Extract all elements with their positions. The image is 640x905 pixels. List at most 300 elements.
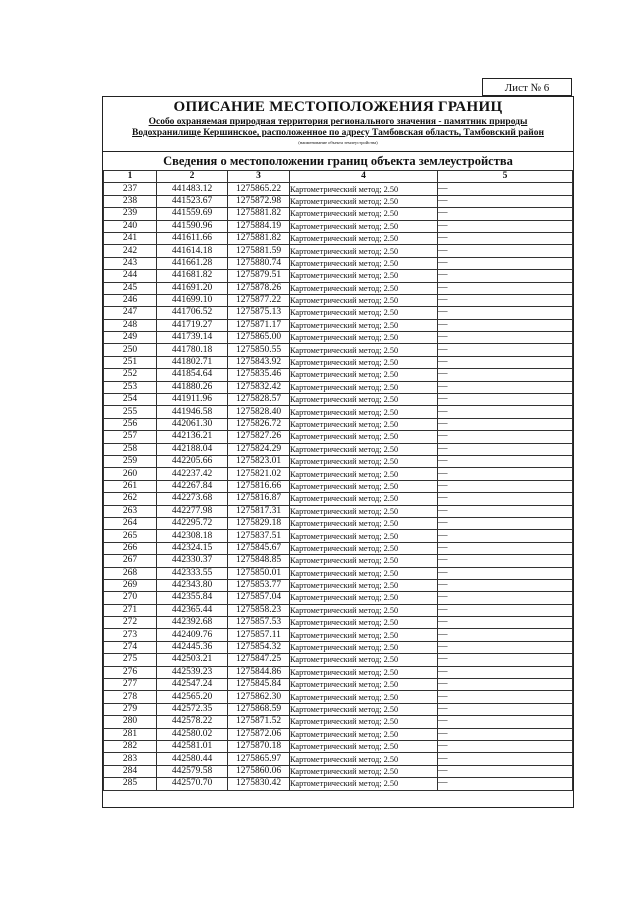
point-number-cell: 283 — [104, 753, 157, 765]
method-accuracy-cell: Картометрический метод; 2.50 — [290, 468, 438, 480]
x-coordinate-cell: 442392.68 — [157, 617, 228, 629]
point-number-cell: 279 — [104, 703, 157, 715]
method-accuracy-cell: Картометрический метод; 2.50 — [290, 592, 438, 604]
table-row — [104, 369, 573, 381]
point-number-cell: 245 — [104, 282, 157, 294]
table-row — [104, 517, 573, 529]
table-row — [104, 555, 573, 567]
description-cell: — — [438, 666, 573, 678]
x-coordinate-cell: 442267.84 — [157, 480, 228, 492]
document-title: ОПИСАНИЕ МЕСТОПОЛОЖЕНИЯ ГРАНИЦ — [173, 99, 503, 115]
table-row — [104, 443, 573, 455]
point-number-cell: 243 — [104, 257, 157, 269]
table-row — [104, 356, 573, 368]
method-accuracy-cell: Картометрический метод; 2.50 — [290, 270, 438, 282]
description-cell: — — [438, 654, 573, 666]
point-number-cell: 259 — [104, 455, 157, 467]
description-cell: — — [438, 356, 573, 368]
x-coordinate-cell: 441559.69 — [157, 208, 228, 220]
table-row — [104, 505, 573, 517]
method-accuracy-cell: Картометрический метод; 2.50 — [290, 344, 438, 356]
description-cell: — — [438, 679, 573, 691]
y-coordinate-cell: 1275845.67 — [228, 542, 290, 554]
x-coordinate-cell: 442188.04 — [157, 443, 228, 455]
description-cell: — — [438, 381, 573, 393]
document-frame — [102, 96, 574, 808]
method-accuracy-cell: Картометрический метод; 2.50 — [290, 394, 438, 406]
header-divider — [103, 151, 573, 152]
x-coordinate-cell: 442547.24 — [157, 679, 228, 691]
description-cell: — — [438, 294, 573, 306]
y-coordinate-cell: 1275848.85 — [228, 555, 290, 567]
x-coordinate-cell: 442136.21 — [157, 431, 228, 443]
description-cell: — — [438, 617, 573, 629]
boundary-coordinates-table — [103, 170, 573, 791]
table-row — [104, 332, 573, 344]
x-coordinate-cell: 442343.80 — [157, 579, 228, 591]
point-number-cell: 257 — [104, 431, 157, 443]
x-coordinate-cell: 441523.67 — [157, 195, 228, 207]
method-accuracy-cell: Картометрический метод; 2.50 — [290, 654, 438, 666]
method-accuracy-cell: Картометрический метод; 2.50 — [290, 443, 438, 455]
point-number-cell: 252 — [104, 369, 157, 381]
description-cell: — — [438, 728, 573, 740]
description-cell: — — [438, 629, 573, 641]
table-row — [104, 716, 573, 728]
x-coordinate-cell: 442365.44 — [157, 604, 228, 616]
method-accuracy-cell: Картометрический метод; 2.50 — [290, 530, 438, 542]
table-header-row — [104, 171, 573, 183]
x-coordinate-cell: 442355.84 — [157, 592, 228, 604]
table-row — [104, 270, 573, 282]
description-cell: — — [438, 319, 573, 331]
method-accuracy-cell: Картометрический метод; 2.50 — [290, 245, 438, 257]
method-accuracy-cell: Картометрический метод; 2.50 — [290, 778, 438, 790]
description-cell: — — [438, 517, 573, 529]
description-cell: — — [438, 344, 573, 356]
point-number-cell: 285 — [104, 778, 157, 790]
y-coordinate-cell: 1275816.87 — [228, 493, 290, 505]
point-number-cell: 237 — [104, 183, 157, 195]
table-row — [104, 257, 573, 269]
table-row — [104, 220, 573, 232]
x-coordinate-cell: 442539.23 — [157, 666, 228, 678]
y-coordinate-cell: 1275824.29 — [228, 443, 290, 455]
table-body — [104, 183, 573, 790]
table-row — [104, 617, 573, 629]
x-coordinate-cell: 441880.26 — [157, 381, 228, 393]
point-number-cell: 262 — [104, 493, 157, 505]
x-coordinate-cell: 442581.01 — [157, 740, 228, 752]
x-coordinate-cell: 442503.21 — [157, 654, 228, 666]
method-accuracy-cell: Картометрический метод; 2.50 — [290, 679, 438, 691]
y-coordinate-cell: 1275868.59 — [228, 703, 290, 715]
method-accuracy-cell: Картометрический метод; 2.50 — [290, 455, 438, 467]
y-coordinate-cell: 1275877.22 — [228, 294, 290, 306]
y-coordinate-cell: 1275829.18 — [228, 517, 290, 529]
y-coordinate-cell: 1275845.84 — [228, 679, 290, 691]
table-row — [104, 195, 573, 207]
y-coordinate-cell: 1275830.42 — [228, 778, 290, 790]
table-row — [104, 406, 573, 418]
description-cell: — — [438, 468, 573, 480]
point-number-cell: 264 — [104, 517, 157, 529]
table-row — [104, 530, 573, 542]
y-coordinate-cell: 1275881.82 — [228, 208, 290, 220]
table-row — [104, 480, 573, 492]
description-cell: — — [438, 493, 573, 505]
method-accuracy-cell: Картометрический метод; 2.50 — [290, 666, 438, 678]
column-header-1: 1 — [104, 171, 157, 183]
point-number-cell: 239 — [104, 208, 157, 220]
table-row — [104, 604, 573, 616]
y-coordinate-cell: 1275860.06 — [228, 765, 290, 777]
description-cell: — — [438, 270, 573, 282]
table-row — [104, 468, 573, 480]
method-accuracy-cell: Картометрический метод; 2.50 — [290, 579, 438, 591]
table-row — [104, 307, 573, 319]
point-number-cell: 277 — [104, 679, 157, 691]
x-coordinate-cell: 442409.76 — [157, 629, 228, 641]
method-accuracy-cell: Картометрический метод; 2.50 — [290, 617, 438, 629]
description-cell: — — [438, 183, 573, 195]
x-coordinate-cell: 441719.27 — [157, 319, 228, 331]
method-accuracy-cell: Картометрический метод; 2.50 — [290, 208, 438, 220]
y-coordinate-cell: 1275850.01 — [228, 567, 290, 579]
point-number-cell: 269 — [104, 579, 157, 591]
table-row — [104, 381, 573, 393]
table-row — [104, 753, 573, 765]
method-accuracy-cell: Картометрический метод; 2.50 — [290, 765, 438, 777]
point-number-cell: 253 — [104, 381, 157, 393]
y-coordinate-cell: 1275858.23 — [228, 604, 290, 616]
x-coordinate-cell: 441661.28 — [157, 257, 228, 269]
sheet-number-label: Лист № 6 — [482, 78, 572, 96]
y-coordinate-cell: 1275847.25 — [228, 654, 290, 666]
y-coordinate-cell: 1275827.26 — [228, 431, 290, 443]
method-accuracy-cell: Картометрический метод; 2.50 — [290, 604, 438, 616]
description-cell: — — [438, 703, 573, 715]
y-coordinate-cell: 1275837.51 — [228, 530, 290, 542]
x-coordinate-cell: 442273.68 — [157, 493, 228, 505]
y-coordinate-cell: 1275854.32 — [228, 641, 290, 653]
method-accuracy-cell: Картометрический метод; 2.50 — [290, 319, 438, 331]
table-row — [104, 344, 573, 356]
point-number-cell: 250 — [104, 344, 157, 356]
y-coordinate-cell: 1275823.01 — [228, 455, 290, 467]
y-coordinate-cell: 1275816.66 — [228, 480, 290, 492]
table-row — [104, 208, 573, 220]
method-accuracy-cell: Картометрический метод; 2.50 — [290, 716, 438, 728]
method-accuracy-cell: Картометрический метод; 2.50 — [290, 418, 438, 430]
x-coordinate-cell: 441706.52 — [157, 307, 228, 319]
x-coordinate-cell: 442333.55 — [157, 567, 228, 579]
point-number-cell: 273 — [104, 629, 157, 641]
y-coordinate-cell: 1275843.92 — [228, 356, 290, 368]
y-coordinate-cell: 1275865.97 — [228, 753, 290, 765]
x-coordinate-cell: 441854.64 — [157, 369, 228, 381]
point-number-cell: 244 — [104, 270, 157, 282]
description-cell: — — [438, 282, 573, 294]
y-coordinate-cell: 1275835.46 — [228, 369, 290, 381]
point-number-cell: 276 — [104, 666, 157, 678]
method-accuracy-cell: Картометрический метод; 2.50 — [290, 641, 438, 653]
y-coordinate-cell: 1275872.98 — [228, 195, 290, 207]
table-row — [104, 629, 573, 641]
column-header-5: 5 — [438, 171, 573, 183]
x-coordinate-cell: 441780.18 — [157, 344, 228, 356]
point-number-cell: 258 — [104, 443, 157, 455]
point-number-cell: 261 — [104, 480, 157, 492]
x-coordinate-cell: 442330.37 — [157, 555, 228, 567]
description-cell: — — [438, 245, 573, 257]
table-row — [104, 778, 573, 790]
y-coordinate-cell: 1275870.18 — [228, 740, 290, 752]
method-accuracy-cell: Картометрический метод; 2.50 — [290, 691, 438, 703]
table-row — [104, 641, 573, 653]
y-coordinate-cell: 1275875.13 — [228, 307, 290, 319]
section-title: Сведения о местоположении границ объекта землеустройства — [163, 154, 513, 168]
method-accuracy-cell: Картометрический метод; 2.50 — [290, 195, 438, 207]
x-coordinate-cell: 442205.66 — [157, 455, 228, 467]
x-coordinate-cell: 441590.96 — [157, 220, 228, 232]
x-coordinate-cell: 441946.58 — [157, 406, 228, 418]
point-number-cell: 266 — [104, 542, 157, 554]
method-accuracy-cell: Картометрический метод; 2.50 — [290, 753, 438, 765]
method-accuracy-cell: Картометрический метод; 2.50 — [290, 232, 438, 244]
method-accuracy-cell: Картометрический метод; 2.50 — [290, 431, 438, 443]
y-coordinate-cell: 1275817.31 — [228, 505, 290, 517]
point-number-cell: 248 — [104, 319, 157, 331]
description-cell: — — [438, 604, 573, 616]
description-cell: — — [438, 418, 573, 430]
table-row — [104, 431, 573, 443]
x-coordinate-cell: 441911.96 — [157, 394, 228, 406]
point-number-cell: 242 — [104, 245, 157, 257]
point-number-cell: 272 — [104, 617, 157, 629]
description-cell: — — [438, 369, 573, 381]
point-number-cell: 251 — [104, 356, 157, 368]
x-coordinate-cell: 441611.66 — [157, 232, 228, 244]
description-cell: — — [438, 232, 573, 244]
description-cell: — — [438, 592, 573, 604]
table-row — [104, 740, 573, 752]
table-row — [104, 455, 573, 467]
method-accuracy-cell: Картометрический метод; 2.50 — [290, 356, 438, 368]
x-coordinate-cell: 442308.18 — [157, 530, 228, 542]
x-coordinate-cell: 442580.02 — [157, 728, 228, 740]
table-row — [104, 703, 573, 715]
point-number-cell: 255 — [104, 406, 157, 418]
point-number-cell: 267 — [104, 555, 157, 567]
x-coordinate-cell: 442445.36 — [157, 641, 228, 653]
description-cell: — — [438, 505, 573, 517]
description-cell: — — [438, 394, 573, 406]
table-row — [104, 542, 573, 554]
y-coordinate-cell: 1275884.19 — [228, 220, 290, 232]
description-cell: — — [438, 579, 573, 591]
x-coordinate-cell: 442277.98 — [157, 505, 228, 517]
point-number-cell: 246 — [104, 294, 157, 306]
description-cell: — — [438, 307, 573, 319]
x-coordinate-cell: 442579.58 — [157, 765, 228, 777]
table-row — [104, 765, 573, 777]
method-accuracy-cell: Картометрический метод; 2.50 — [290, 542, 438, 554]
y-coordinate-cell: 1275821.02 — [228, 468, 290, 480]
table-row — [104, 232, 573, 244]
point-number-cell: 282 — [104, 740, 157, 752]
method-accuracy-cell: Картометрический метод; 2.50 — [290, 381, 438, 393]
column-header-4: 4 — [290, 171, 438, 183]
object-description-line-2: Водохранилище Кершинское, расположенное по адресу Тамбовская область, Тамбовский район — [132, 128, 544, 138]
x-coordinate-cell: 441699.10 — [157, 294, 228, 306]
table-row — [104, 579, 573, 591]
point-number-cell: 254 — [104, 394, 157, 406]
x-coordinate-cell: 442570.70 — [157, 778, 228, 790]
method-accuracy-cell: Картометрический метод; 2.50 — [290, 332, 438, 344]
description-cell: — — [438, 257, 573, 269]
description-cell: — — [438, 208, 573, 220]
method-accuracy-cell: Картометрический метод; 2.50 — [290, 728, 438, 740]
point-number-cell: 256 — [104, 418, 157, 430]
x-coordinate-cell: 442565.20 — [157, 691, 228, 703]
description-cell: — — [438, 716, 573, 728]
x-coordinate-cell: 441614.18 — [157, 245, 228, 257]
description-cell: — — [438, 542, 573, 554]
method-accuracy-cell: Картометрический метод; 2.50 — [290, 220, 438, 232]
y-coordinate-cell: 1275872.06 — [228, 728, 290, 740]
table-row — [104, 592, 573, 604]
column-header-3: 3 — [228, 171, 290, 183]
method-accuracy-cell: Картометрический метод; 2.50 — [290, 406, 438, 418]
point-number-cell: 268 — [104, 567, 157, 579]
method-accuracy-cell: Картометрический метод; 2.50 — [290, 183, 438, 195]
y-coordinate-cell: 1275828.40 — [228, 406, 290, 418]
x-coordinate-cell: 442580.44 — [157, 753, 228, 765]
table-row — [104, 183, 573, 195]
method-accuracy-cell: Картометрический метод; 2.50 — [290, 555, 438, 567]
description-cell: — — [438, 567, 573, 579]
description-cell: — — [438, 406, 573, 418]
y-coordinate-cell: 1275865.22 — [228, 183, 290, 195]
description-cell: — — [438, 740, 573, 752]
x-coordinate-cell: 442061.30 — [157, 418, 228, 430]
y-coordinate-cell: 1275844.86 — [228, 666, 290, 678]
description-cell: — — [438, 641, 573, 653]
description-cell: — — [438, 220, 573, 232]
y-coordinate-cell: 1275857.53 — [228, 617, 290, 629]
point-number-cell: 278 — [104, 691, 157, 703]
point-number-cell: 263 — [104, 505, 157, 517]
x-coordinate-cell: 442324.15 — [157, 542, 228, 554]
point-number-cell: 270 — [104, 592, 157, 604]
method-accuracy-cell: Картометрический метод; 2.50 — [290, 567, 438, 579]
description-cell: — — [438, 332, 573, 344]
column-header-2: 2 — [157, 171, 228, 183]
method-accuracy-cell: Картометрический метод; 2.50 — [290, 307, 438, 319]
point-number-cell: 249 — [104, 332, 157, 344]
x-coordinate-cell: 441483.12 — [157, 183, 228, 195]
table-row — [104, 394, 573, 406]
description-cell: — — [438, 431, 573, 443]
method-accuracy-cell: Картометрический метод; 2.50 — [290, 629, 438, 641]
description-cell: — — [438, 455, 573, 467]
table-row — [104, 567, 573, 579]
y-coordinate-cell: 1275832.42 — [228, 381, 290, 393]
x-coordinate-cell: 442578.22 — [157, 716, 228, 728]
y-coordinate-cell: 1275879.51 — [228, 270, 290, 282]
y-coordinate-cell: 1275865.00 — [228, 332, 290, 344]
y-coordinate-cell: 1275828.57 — [228, 394, 290, 406]
y-coordinate-cell: 1275881.82 — [228, 232, 290, 244]
method-accuracy-cell: Картометрический метод; 2.50 — [290, 294, 438, 306]
description-cell: — — [438, 195, 573, 207]
y-coordinate-cell: 1275871.17 — [228, 319, 290, 331]
table-row — [104, 679, 573, 691]
y-coordinate-cell: 1275826.72 — [228, 418, 290, 430]
description-cell: — — [438, 691, 573, 703]
table-row — [104, 294, 573, 306]
description-cell: — — [438, 778, 573, 790]
table-row — [104, 245, 573, 257]
y-coordinate-cell: 1275878.26 — [228, 282, 290, 294]
point-number-cell: 240 — [104, 220, 157, 232]
table-row — [104, 282, 573, 294]
description-cell: — — [438, 530, 573, 542]
y-coordinate-cell: 1275880.74 — [228, 257, 290, 269]
method-accuracy-cell: Картометрический метод; 2.50 — [290, 282, 438, 294]
table-row — [104, 418, 573, 430]
method-accuracy-cell: Картометрический метод; 2.50 — [290, 517, 438, 529]
method-accuracy-cell: Картометрический метод; 2.50 — [290, 369, 438, 381]
point-number-cell: 238 — [104, 195, 157, 207]
table-row — [104, 666, 573, 678]
x-coordinate-cell: 441691.20 — [157, 282, 228, 294]
description-cell: — — [438, 765, 573, 777]
y-coordinate-cell: 1275857.04 — [228, 592, 290, 604]
x-coordinate-cell: 442572.35 — [157, 703, 228, 715]
table-row — [104, 654, 573, 666]
method-accuracy-cell: Картометрический метод; 2.50 — [290, 703, 438, 715]
point-number-cell: 265 — [104, 530, 157, 542]
x-coordinate-cell: 441681.82 — [157, 270, 228, 282]
x-coordinate-cell: 442237.42 — [157, 468, 228, 480]
point-number-cell: 260 — [104, 468, 157, 480]
y-coordinate-cell: 1275881.59 — [228, 245, 290, 257]
y-coordinate-cell: 1275871.52 — [228, 716, 290, 728]
description-cell: — — [438, 753, 573, 765]
point-number-cell: 280 — [104, 716, 157, 728]
table-row — [104, 691, 573, 703]
point-number-cell: 281 — [104, 728, 157, 740]
method-accuracy-cell: Картометрический метод; 2.50 — [290, 493, 438, 505]
description-cell: — — [438, 443, 573, 455]
point-number-cell: 271 — [104, 604, 157, 616]
point-number-cell: 274 — [104, 641, 157, 653]
method-accuracy-cell: Картометрический метод; 2.50 — [290, 257, 438, 269]
x-coordinate-cell: 442295.72 — [157, 517, 228, 529]
y-coordinate-cell: 1275850.55 — [228, 344, 290, 356]
table-row — [104, 319, 573, 331]
table-row — [104, 728, 573, 740]
method-accuracy-cell: Картометрический метод; 2.50 — [290, 740, 438, 752]
object-caption: (наименование объекта землеустройства) — [298, 140, 378, 145]
method-accuracy-cell: Картометрический метод; 2.50 — [290, 480, 438, 492]
point-number-cell: 284 — [104, 765, 157, 777]
y-coordinate-cell: 1275862.30 — [228, 691, 290, 703]
table-row — [104, 493, 573, 505]
object-description-line-1: Особо охраняемая природная территория регионального значения - памятник природы — [148, 117, 528, 127]
